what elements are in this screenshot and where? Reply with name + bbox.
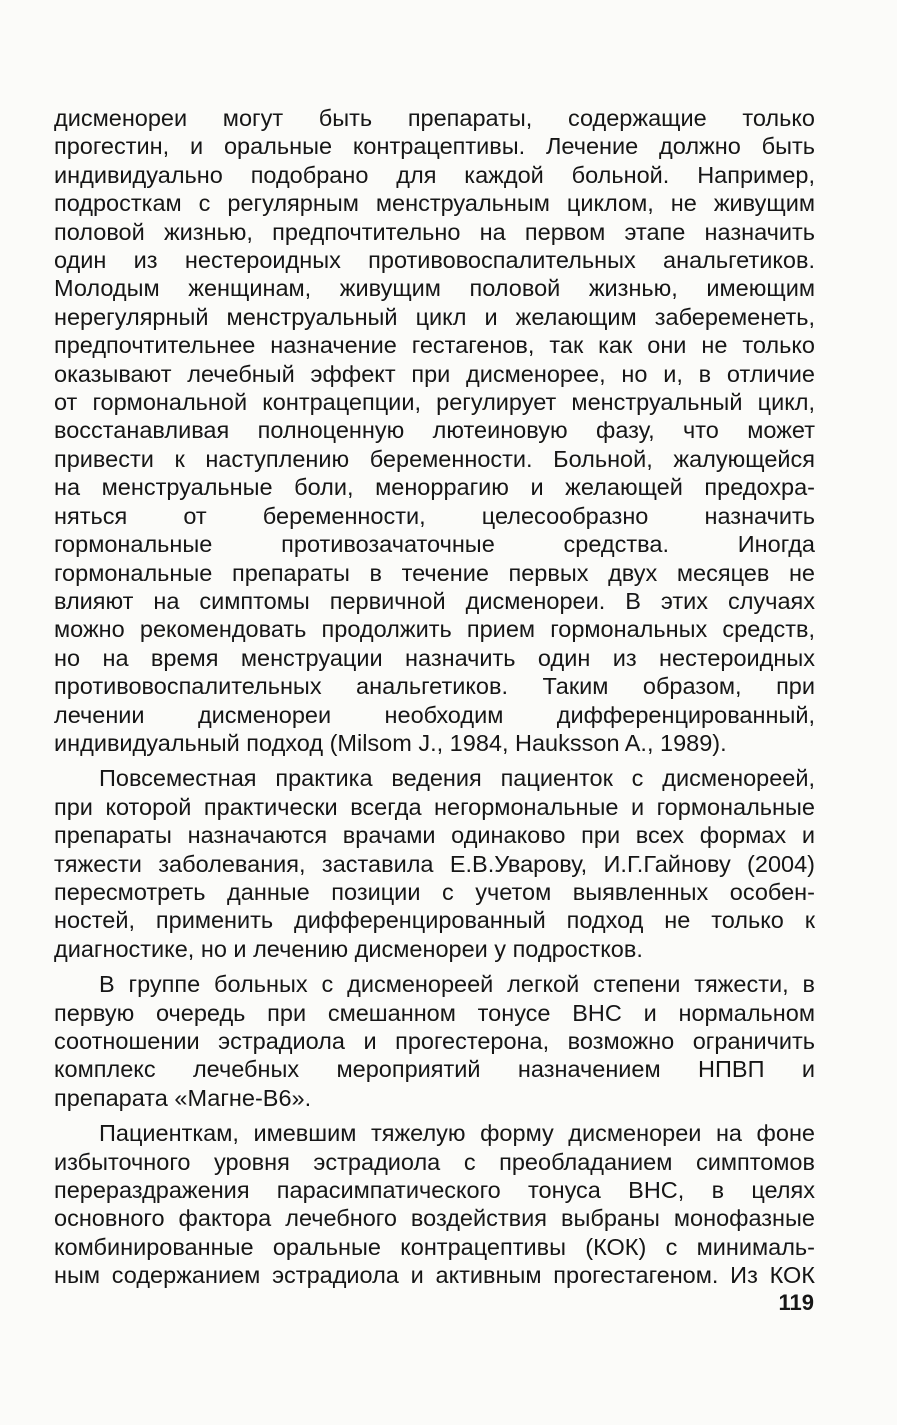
paragraph [54,970,815,1112]
text-line: перераздражения парасимпатического тонуса ВНС, в целях [54,1177,815,1204]
page-text [54,104,815,1290]
text-line: половой жизнью, предпочтительно на первом этапе назначить [54,218,815,245]
text-line: пересмотреть данные позиции с учетом выявленных особен- [54,878,815,905]
text-line: прогестин, и оральные контрацептивы. Лечение должно быть [54,133,815,160]
text-line: ностей, применить дифференцированный подход не только к [54,907,815,934]
text-line: на менструальные боли, меноррагию и желающей предохра- [54,474,815,501]
text-line: лечении дисменореи необходим дифференцированный, [54,701,815,728]
paragraph [54,104,815,757]
text-line: комбинированные оральные контрацептивы (КОК) с минималь- [54,1233,815,1260]
text-line: Повсеместная практика ведения пациенток с дисменореей, [99,765,815,792]
paragraph [54,764,815,963]
text-line: Пациенткам, имевшим тяжелую форму дисменореи на фоне [99,1120,815,1147]
text-line: избыточного уровня эстрадиола с преобладанием симптомов [54,1148,815,1175]
text-line: дисменореи могут быть препараты, содержащие только [54,105,815,131]
text-line: индивидуальный подход (Milsom J., 1984, Hauksson A., 1989). [54,729,727,756]
text-line: препараты назначаются врачами одинаково при всех формах и [54,822,815,849]
paragraph [54,1119,815,1289]
text-line: тяжести заболевания, заставила Е.В.Уварову, И.Г.Гайнову (2004) [54,850,815,877]
text-line: противовоспалительных анальгетиков. Таким образом, при [54,673,815,700]
text-line: можно рекомендовать продолжить прием гормональных средств, [54,616,815,643]
text-line: В группе больных с дисменореей легкой степени тяжести, в [99,971,815,998]
text-line: влияют на симптомы первичной дисменореи. В этих случаях [54,587,815,614]
text-line: нерегулярный менструальный цикл и желающим забеременеть, [54,303,815,330]
text-line: Молодым женщинам, живущим половой жизнью, имеющим [54,275,815,302]
text-line: препарата «Магне-B6». [54,1084,312,1111]
text-line: няться от беременности, целесообразно назначить [54,502,815,529]
text-line: гормональные противозачаточные средства. Иногда [54,531,815,558]
text-line: предпочтительнее назначение гестагенов, так как они не только [54,332,815,359]
text-line: гормональные препараты в течение первых двух месяцев не [54,559,815,586]
text-line: основного фактора лечебного воздействия выбраны монофазные [54,1205,815,1232]
text-line: восстанавливая полноценную лютеиновую фазу, что может [54,417,815,444]
text-line: диагностике, но и лечению дисменореи у подростков. [54,935,643,962]
text-line: комплекс лечебных мероприятий назначением НПВП и [54,1056,815,1083]
text-line: один из нестероидных противовоспалительных анальгетиков. [54,247,815,274]
text-line: оказывают лечебный эффект при дисменорее, но и, в отличие [54,360,815,387]
text-line: индивидуально подобрано для каждой больной. Например, [54,161,815,188]
text-line: но на время менструации назначить один из нестероидных [54,644,815,671]
text-line: первую очередь при смешанном тонусе ВНС и нормальном [54,999,815,1026]
text-line: ным содержанием эстрадиола и активным прогестагеном. Из КОК [54,1262,815,1289]
page-number: 119 [778,1290,814,1315]
text-line: от гормональной контрацепции, регулирует менструальный цикл, [54,389,815,416]
text-line: при которой практически всегда негормональные и гормональные [54,793,815,820]
text-line: подросткам с регулярным менструальным циклом, не живущим [54,190,815,217]
text-line: соотношении эстрадиола и прогестерона, возможно ограничить [54,1028,815,1054]
text-line: привести к наступлению беременности. Больной, жалующейся [54,445,815,472]
